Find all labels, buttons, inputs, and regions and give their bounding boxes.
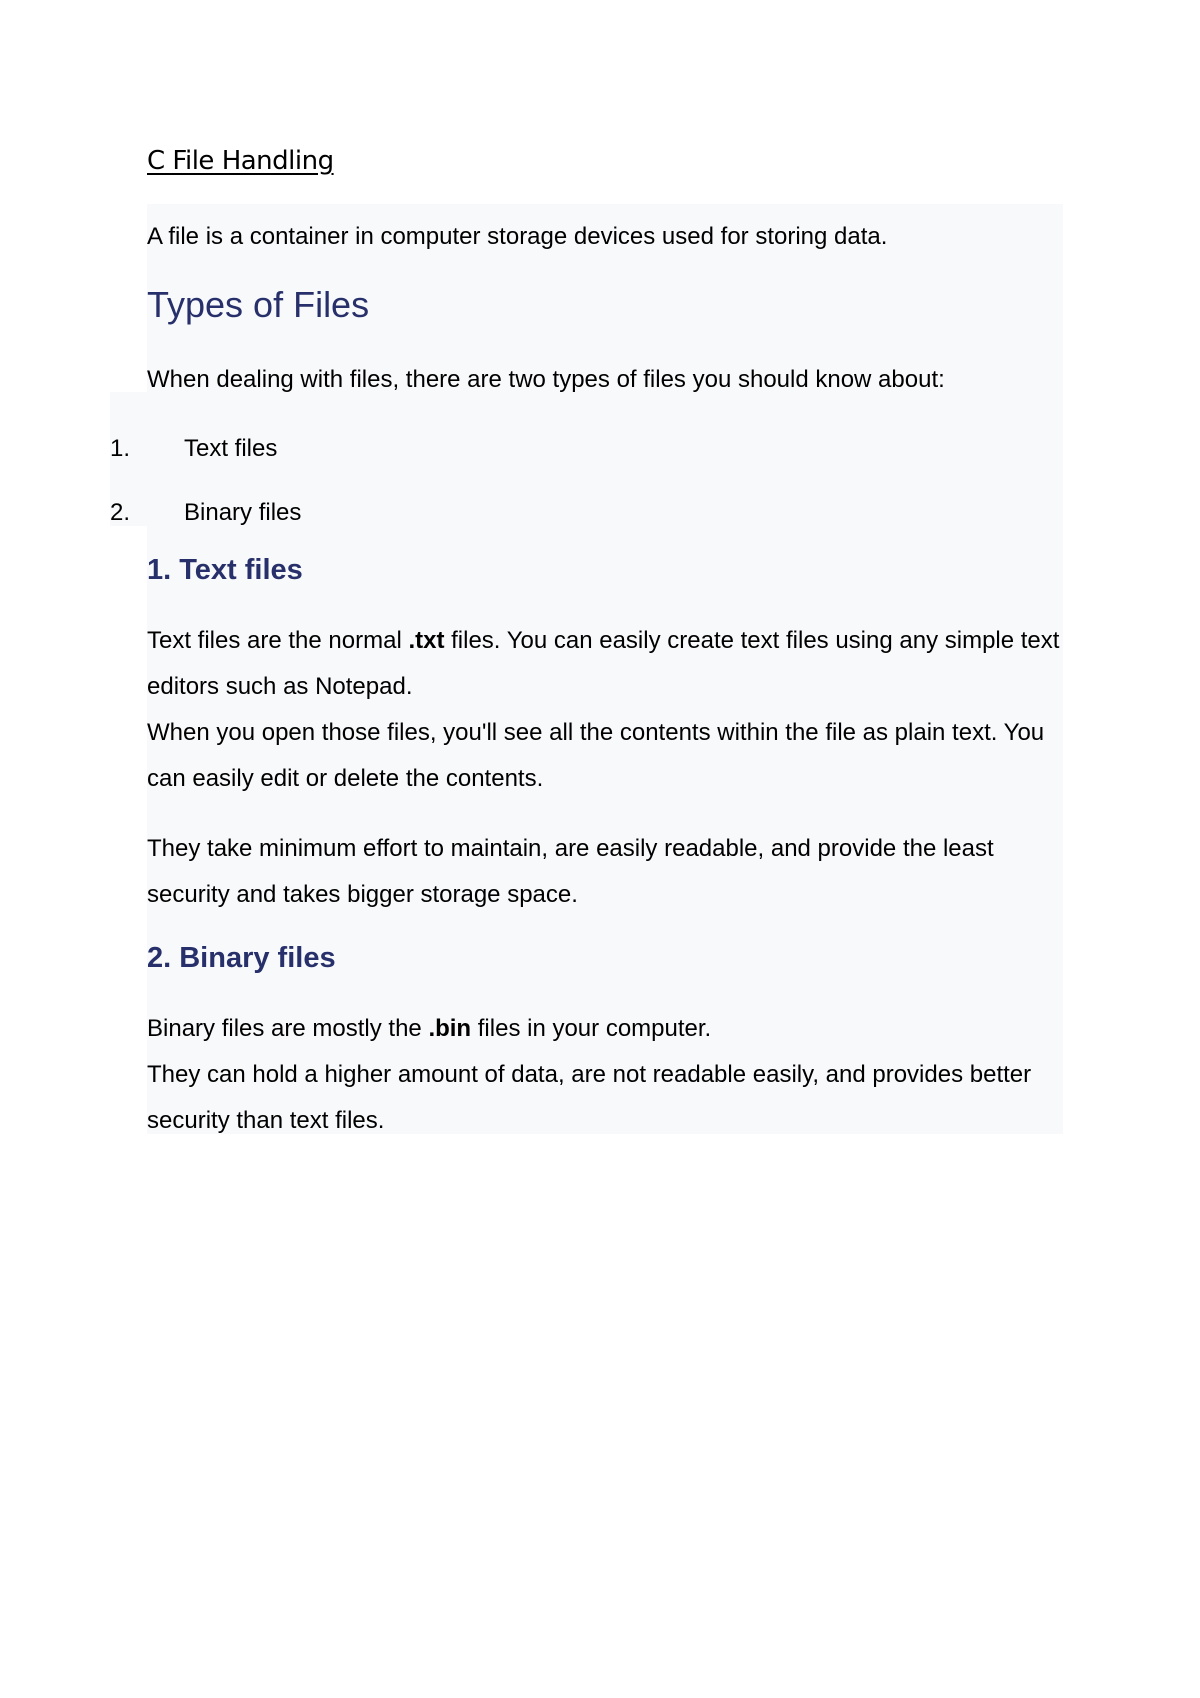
document-title: C File Handling — [147, 146, 334, 176]
binary-files-p1-end: files in your computer. — [471, 1015, 712, 1042]
text-files-p1-start: Text files are the normal — [147, 627, 409, 654]
list-item-label: Text files — [184, 435, 278, 462]
binary-files-p1-line2: They can hold a higher amount of data, are not readable easily, and provides better security than text files. — [147, 1061, 1032, 1134]
text-files-p1-end: files. You can easily create text files using any simple text editors such as Notepad. — [147, 627, 1060, 700]
text-files-paragraph-2: They take minimum effort to maintain, are easily readable, and provide the least security and takes bigger storage space. — [147, 835, 994, 908]
bin-extension: .bin — [428, 1015, 472, 1042]
binary-files-p1-start: Binary files are mostly the — [147, 1015, 429, 1042]
binary-files-paragraph — [147, 1006, 1063, 1144]
text-files-p1-line2: When you open those files, you'll see all the contents within the file as plain text. You can easily edit or delete the contents. — [147, 719, 1045, 792]
list-item-label: Binary files — [184, 499, 302, 526]
list-item-number: 2. — [110, 499, 131, 526]
types-of-files-heading: Types of Files — [147, 284, 370, 325]
binary-files-heading: 2. Binary files — [147, 942, 336, 974]
file-types-list — [110, 426, 301, 554]
txt-extension: .txt — [408, 627, 445, 654]
text-files-paragraph — [147, 618, 1063, 802]
list-item — [110, 490, 301, 554]
list-item-number: 1. — [110, 435, 131, 462]
text-files-heading: 1. Text files — [147, 554, 303, 586]
types-intro-paragraph: When dealing with files, there are two types of files you should know about: — [147, 366, 945, 393]
intro-paragraph: A file is a container in computer storage devices used for storing data. — [147, 223, 888, 250]
list-item — [110, 426, 301, 490]
